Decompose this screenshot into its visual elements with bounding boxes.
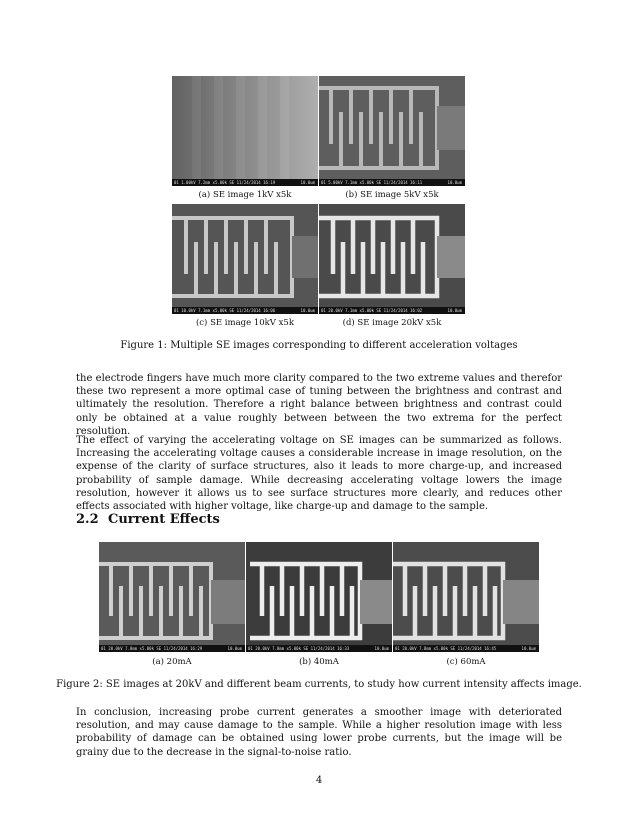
sem-image-1kv — [172, 76, 318, 186]
sem-databar: 01 10.0kV 7.1mm x5.00k SE 11/24/2014 16:06 10.0um — [172, 307, 318, 314]
sem-image-5kv — [319, 76, 465, 186]
sem-databar: 01 1.00kV 7.2mm x5.00k SE 11/24/2014 16:19 10.0um — [172, 179, 318, 186]
subcaption-a: (a) SE image 1kV x5k — [198, 190, 292, 200]
sem-image-20kv — [319, 204, 465, 314]
sem-image-10kv — [172, 204, 318, 314]
section-title: Current Effects — [108, 512, 220, 527]
page-number: 4 — [315, 775, 323, 786]
subcaption-20ma: (a) 20mA — [152, 657, 192, 667]
paragraph-conclusion: In conclusion, increasing probe current generates a smoother image with deteriorated resolution, and may cause damage to the sample. While a higher resolution image with less probability of damage can be obtained using lower probe currents, but the image will be grainy due to the decrease in the signal-to-noise ratio. — [76, 707, 562, 758]
sem-image-20ma — [99, 542, 245, 652]
figure-1-caption: Figure 1: Multiple SE images corresponding to different acceleration voltages — [120, 340, 518, 351]
sem-databar: 01 20.0kV 7.8mm x5.00k SE 11/24/2014 16:33 10.0um — [246, 645, 392, 652]
sem-image-40ma — [246, 542, 392, 652]
section-heading — [76, 512, 220, 527]
paragraph-electrode-fingers: the electrode fingers have much more clarity compared to the two extreme values and therefor these two represent a more optimal case of tuning between the brightness and contrast and ultimately the resolution. Therefore a right balance between brightness and contrast could only be obtained at a value roughly between between the two extrema for the perfect resolution. — [76, 373, 562, 437]
sem-databar: 01 20.0kV 7.1mm x5.00k SE 11/24/2014 16:02 10.0um — [319, 307, 465, 314]
subcaption-b: (b) SE image 5kV x5k — [345, 190, 439, 200]
subcaption-40ma: (b) 40mA — [299, 657, 339, 667]
sem-image-60ma — [393, 542, 539, 652]
paragraph-voltage-summary: The effect of varying the accelerating voltage on SE images can be summarized as follows. Increasing the accelerating voltage causes a considerable increase in image resolution, on the expense of the clarity of surface structures, also it leads to more charge-up, and increased probability of sample damage. While decreasing accelerating voltage lowers the image resolution, however it allows us to see surface structures more clearly, and reduces other effects associated with higher voltage, like charge-up and damage to the sample. — [76, 435, 562, 513]
subcaption-c: (c) SE image 10kV x5k — [195, 318, 294, 328]
sem-databar: 01 20.0kV 7.8mm x5.00k SE 11/24/2014 16:29 10.0um — [99, 645, 245, 652]
section-number: 2.2 — [76, 512, 99, 527]
subcaption-d: (d) SE image 20kV x5k — [342, 318, 442, 328]
sem-databar: 01 20.0kV 7.8mm x5.00k SE 11/24/2014 16:45 10.0um — [393, 645, 539, 652]
sem-databar: 01 5.00kV 7.1mm x5.00k SE 11/24/2014 16:11 10.0um — [319, 179, 465, 186]
subcaption-60ma: (c) 60mA — [446, 657, 486, 667]
figure-2-caption: Figure 2: SE images at 20kV and different beam currents, to study how current intensity affects image. — [56, 679, 582, 690]
